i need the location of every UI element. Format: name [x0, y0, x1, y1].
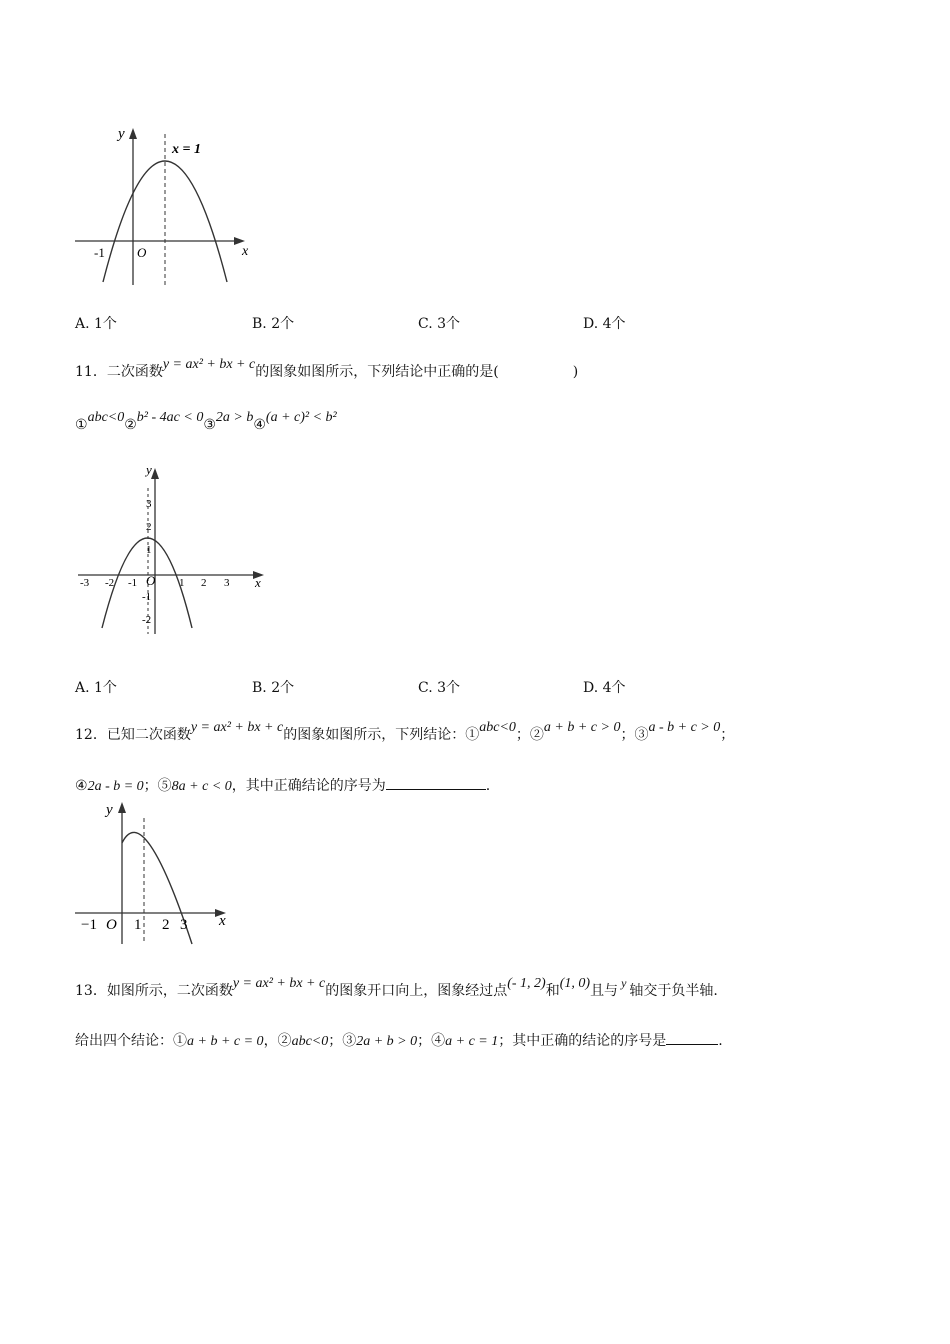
q12-c1: abc<0	[479, 720, 516, 735]
x-tick-3: 3	[180, 917, 188, 933]
q11-formula: y = ax² + bx + c	[162, 357, 256, 372]
y-tick-labels	[142, 498, 152, 626]
q10-option-c: C. 3个	[418, 316, 461, 332]
q11-option-c: C. 3个	[418, 680, 461, 696]
q11-c4: (a + c)² < b²	[265, 410, 337, 425]
q11-number: 11．二次函数	[75, 364, 163, 380]
q13-c1: a + b + c = 0	[187, 1034, 264, 1049]
q13-sep1: ，②	[263, 1033, 292, 1049]
q10-option-d: D. 4个	[583, 316, 626, 332]
q12-c2: a + b + c > 0	[543, 720, 621, 735]
q11-close-paren: )	[572, 364, 579, 380]
q12-end: .	[485, 778, 491, 794]
tick-label-neg1: -1	[94, 245, 105, 260]
q13-c2: abc<0	[291, 1034, 329, 1049]
q11-option-a: A. 1个	[75, 680, 117, 696]
q12-sep4: ；⑤	[143, 778, 172, 794]
q13-yvar: y	[621, 976, 627, 990]
y-tick-neg1: -1	[142, 591, 152, 603]
graph-parabola-3	[72, 798, 242, 946]
q11-conclusions	[75, 410, 337, 434]
q11-c1-mark: ①	[75, 417, 88, 433]
x-axis-label: x	[242, 244, 249, 259]
q11-c3: 2a > b	[215, 410, 254, 425]
x-tick-neg1: −1	[81, 917, 97, 933]
y-axis-arrow	[129, 128, 137, 139]
q13-sep2: ；③	[328, 1033, 357, 1049]
y-tick-2: 2	[146, 521, 152, 533]
x-tick-1: 1	[179, 577, 185, 589]
x-axis-label: x	[255, 575, 261, 590]
q13-answer-blank[interactable]	[666, 1030, 718, 1045]
q13-tail: ；其中正确的结论的序号是	[498, 1033, 667, 1049]
q10-option-a: A. 1个	[75, 316, 117, 332]
y-axis-arrow	[151, 468, 159, 479]
x-tick-labels	[81, 917, 188, 933]
y-tick-1: 1	[146, 544, 152, 556]
q13-text1: 的图象开口向上，图象经过点	[325, 983, 508, 999]
q10-option-b: B. 2个	[252, 316, 295, 332]
q13-line2-start: 给出四个结论：①	[75, 1033, 187, 1049]
x-tick-neg2: -2	[105, 577, 115, 589]
x-tick-3: 3	[224, 577, 230, 589]
q11-stem	[75, 357, 579, 381]
q13-point1: (- 1, 2)	[507, 976, 546, 991]
x-tick-origin: O	[106, 917, 117, 933]
x-tick-2: 2	[162, 917, 170, 933]
y-tick-neg2: -2	[142, 614, 152, 626]
q12-c4: 2a - b = 0	[87, 779, 144, 794]
symmetry-axis-label: x = 1	[172, 142, 201, 157]
q11-c2-mark: ②	[124, 417, 137, 433]
x-tick-2: 2	[201, 577, 207, 589]
q12-line2	[75, 775, 490, 795]
q11-c1: abc<0	[87, 410, 125, 425]
y-tick-3: 3	[146, 498, 152, 510]
q12-formula: y = ax² + bx + c	[190, 720, 284, 735]
q11-text: 的图象如图所示，下列结论中正确的是(	[255, 364, 499, 380]
x-tick-neg1: -1	[128, 577, 138, 589]
q13-line2	[75, 1030, 723, 1050]
q13-number: 13．如图所示，二次函数	[75, 983, 233, 999]
q12-number: 12．已知二次函数	[75, 727, 191, 743]
q11-option-d: D. 4个	[583, 680, 626, 696]
q11-c2: b² - 4ac < 0	[136, 410, 204, 425]
q13-and: 和	[545, 983, 560, 999]
q11-option-b: B. 2个	[252, 680, 295, 696]
q13-c4: a + c = 1	[445, 1034, 499, 1049]
q13-stem	[75, 976, 718, 1000]
q13-formula: y = ax² + bx + c	[232, 976, 326, 991]
origin-label: O	[146, 573, 156, 588]
q13-point2: (1, 0)	[559, 976, 591, 991]
q12-tail: ，其中正确结论的序号为	[231, 778, 386, 794]
q11-c4-mark: ④	[253, 417, 266, 433]
q12-c4-mark: ④	[75, 778, 88, 794]
x-tick-1: 1	[134, 917, 142, 933]
y-axis-label: y	[118, 126, 125, 142]
y-axis-label: y	[106, 802, 113, 818]
q12-stem	[75, 720, 735, 744]
q12-c3: a - b + c > 0	[648, 720, 721, 735]
y-axis-label: y	[146, 462, 152, 477]
q12-sep1: ；②	[515, 727, 544, 743]
y-axis-arrow	[118, 802, 126, 813]
q12-c5: 8a + c < 0	[171, 779, 232, 794]
q12-sep2: ；③	[620, 727, 649, 743]
x-axis-label: x	[219, 913, 226, 929]
q13-end: .	[718, 1033, 723, 1049]
graph-parabola-1	[70, 120, 260, 290]
q13-sep3: ；④	[417, 1033, 446, 1049]
q13-text2: 且与	[590, 983, 619, 999]
q13-c3: 2a + b > 0	[356, 1034, 418, 1049]
origin-label: O	[137, 245, 147, 260]
graph-parabola-2	[72, 458, 272, 636]
q12-sep3: ；	[720, 727, 735, 743]
q12-text: 的图象如图所示，下列结论：①	[283, 727, 480, 743]
q12-answer-blank[interactable]	[386, 775, 486, 790]
q13-text3: 轴交于负半轴.	[629, 983, 718, 999]
q11-c3-mark: ③	[203, 417, 216, 433]
x-tick-neg3: -3	[80, 577, 90, 589]
